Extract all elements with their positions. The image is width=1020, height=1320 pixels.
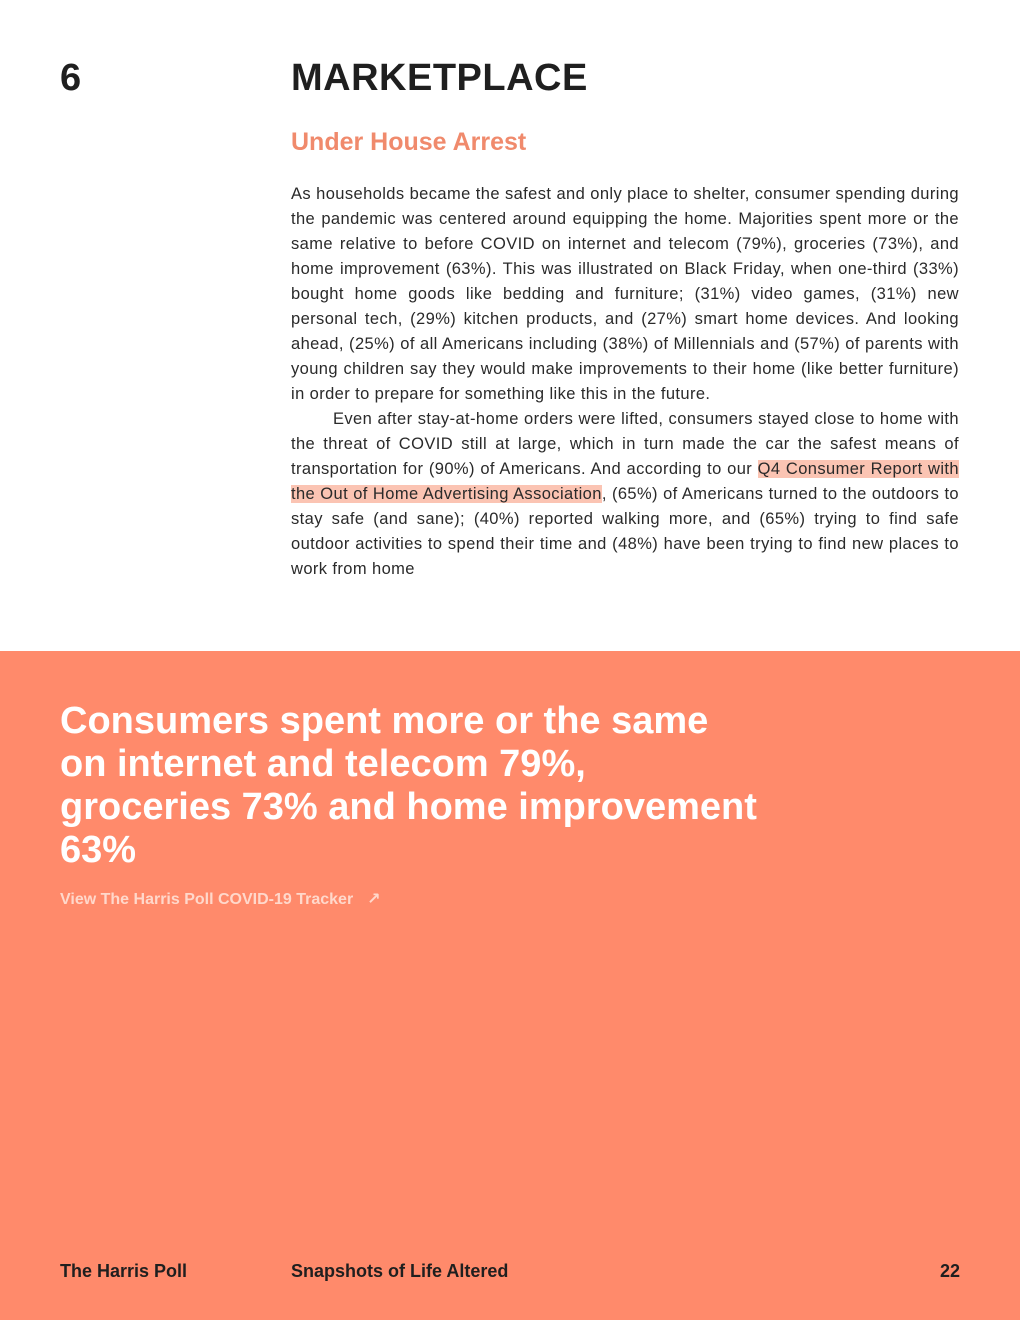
callout-panel	[0, 651, 1020, 1320]
covid-tracker-link-label: View The Harris Poll COVID-19 Tracker	[60, 891, 354, 908]
body-paragraph-2-end: , (65%) of Americans turned to the outdoors to stay safe (and sane); (40%) reported walking more, and (65%) trying to find safe outdoor activities to spend their time and (48%) have been trying to find new places to work from home	[291, 485, 959, 578]
footer-publisher: The Harris Poll	[60, 1261, 188, 1281]
body-text	[291, 182, 959, 582]
covid-tracker-link[interactable]	[60, 889, 381, 911]
chapter-number: 6	[60, 57, 82, 99]
callout-headline: Consumers spent more or the same on internet and telecom 79%, groceries 73% and home improvement 63%	[60, 700, 757, 871]
body-paragraph-1: As households became the safest and only place to shelter, consumer spending during the pandemic was centered around equipping the home. Majorities spent more or the same relative to before COVID on internet and telecom (79%), groceries (73%), and home improvement (63%). This was illustrated on Black Friday, when one-third (33%) bought home goods like bedding and furniture; (31%) video games, (31%) new personal tech, (29%) kitchen products, and (27%) smart home devices. And looking ahead, (25%) of all Americans including (38%) of Millennials and (57%) of parents with young children say they would make improvements to their home (like better furniture) in order to prepare for something like this in the future.	[291, 185, 959, 403]
footer-report-title: Snapshots of Life Altered	[291, 1261, 509, 1281]
body-paragraph-2-start: Even after stay-at-home orders were lifted, consumers stayed close to home with the threat of COVID still at large, which in turn made the car the safest means of transportation for (90%) of Americans. And according to our	[291, 410, 959, 478]
footer-page-number: 22	[939, 1261, 960, 1281]
section-title: MARKETPLACE	[291, 57, 588, 99]
subsection-title: Under House Arrest	[291, 128, 527, 156]
consumer-report-link[interactable]: Q4 Consumer Report with the Out of Home Advertising Association	[291, 460, 959, 503]
body-paragraph-2	[291, 407, 959, 582]
arrow-up-right-icon: ↗	[367, 891, 381, 908]
